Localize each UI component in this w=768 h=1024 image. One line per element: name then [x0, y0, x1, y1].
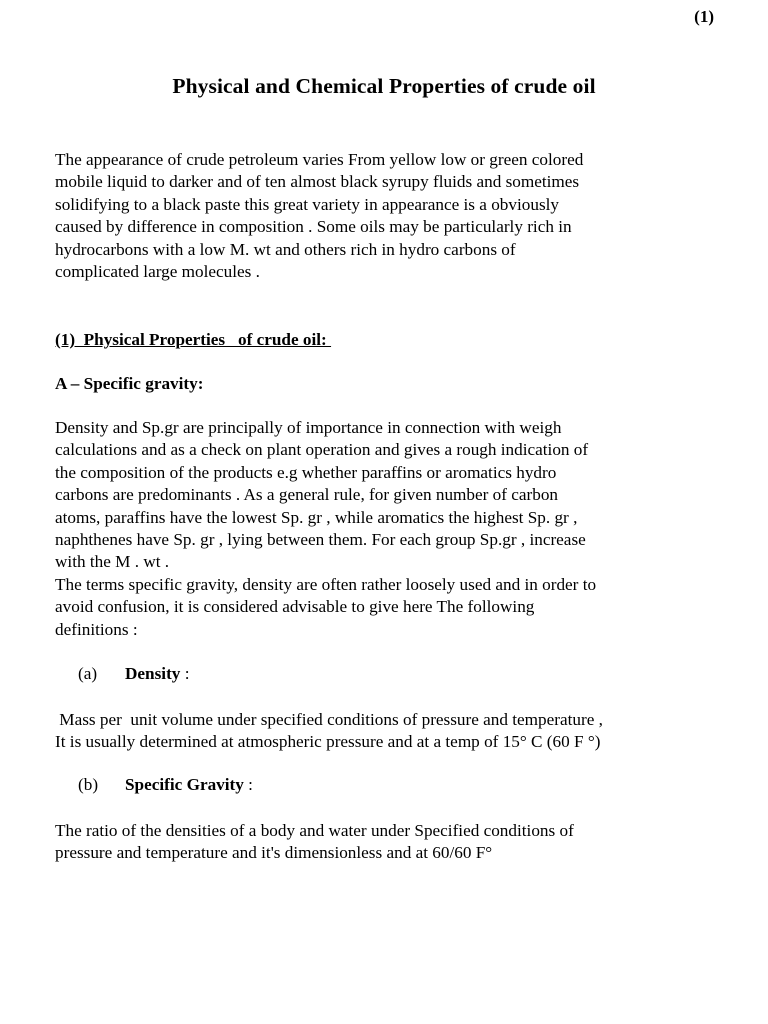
definition-specific-gravity-heading	[78, 775, 253, 795]
definition-label: (a)	[78, 664, 98, 683]
definition-label: (b)	[78, 775, 99, 794]
definition-specific-gravity-text	[55, 820, 735, 865]
section-heading-physical-properties: (1) Physical Properties of crude oil:	[55, 330, 332, 349]
paragraph-line: definitions :	[55, 619, 138, 639]
definition-suffix: :	[243, 775, 253, 794]
definition-term: Density	[125, 664, 181, 683]
paragraph-line: The ratio of the densities of a body and water under Specified conditions of	[55, 821, 574, 840]
paragraph-line: solidifying to a black paste this great variety in appearance is a obviously	[55, 194, 560, 214]
intro-paragraph	[55, 149, 735, 283]
paragraph-line: The appearance of crude petroleum varies From yellow low or green colored	[55, 150, 584, 169]
definition-density-heading	[78, 664, 189, 684]
paragraph-line: It is usually determined at atmospheric pressure and at a temp of 15° C (60 F °)	[55, 732, 601, 752]
page-number: (1)	[694, 7, 714, 26]
definition-density-text	[55, 709, 735, 754]
paragraph-line: Density and Sp.gr are principally of importance in connection with weigh	[55, 418, 562, 437]
sub-heading-specific-gravity: A – Specific gravity:	[55, 374, 204, 393]
specific-gravity-paragraph	[55, 417, 735, 641]
paragraph-line: atoms, paraffins have the lowest Sp. gr , while aromatics the highest Sp. gr ,	[55, 507, 578, 527]
definition-suffix: :	[180, 664, 190, 683]
paragraph-line: avoid confusion, it is considered advisable to give here The following	[55, 597, 535, 617]
paragraph-line: naphthenes have Sp. gr , lying between them. For each group Sp.gr , increase	[55, 530, 586, 550]
paragraph-line: Mass per unit volume under specified conditions of pressure and temperature ,	[55, 710, 603, 729]
document-title: Physical and Chemical Properties of crude oil	[172, 74, 596, 98]
definition-term: Specific Gravity	[125, 775, 244, 794]
paragraph-line: pressure and temperature and it's dimensionless and at 60/60 F°	[55, 843, 493, 863]
paragraph-line: calculations and as a check on plant operation and gives a rough indication of	[55, 440, 589, 460]
paragraph-line: carbons are predominants . As a general rule, for given number of carbon	[55, 485, 559, 505]
paragraph-line: caused by difference in composition . Some oils may be particularly rich in	[55, 217, 572, 237]
paragraph-line: complicated large molecules .	[55, 262, 260, 282]
paragraph-line: the composition of the products e.g whether paraffins or aromatics hydro	[55, 462, 557, 482]
paragraph-line: with the M . wt .	[55, 552, 170, 572]
paragraph-line: The terms specific gravity, density are often rather loosely used and in order to	[55, 574, 597, 594]
paragraph-line: hydrocarbons with a low M. wt and others rich in hydro carbons of	[55, 239, 516, 259]
paragraph-line: mobile liquid to darker and of ten almost black syrupy fluids and sometimes	[55, 172, 580, 192]
